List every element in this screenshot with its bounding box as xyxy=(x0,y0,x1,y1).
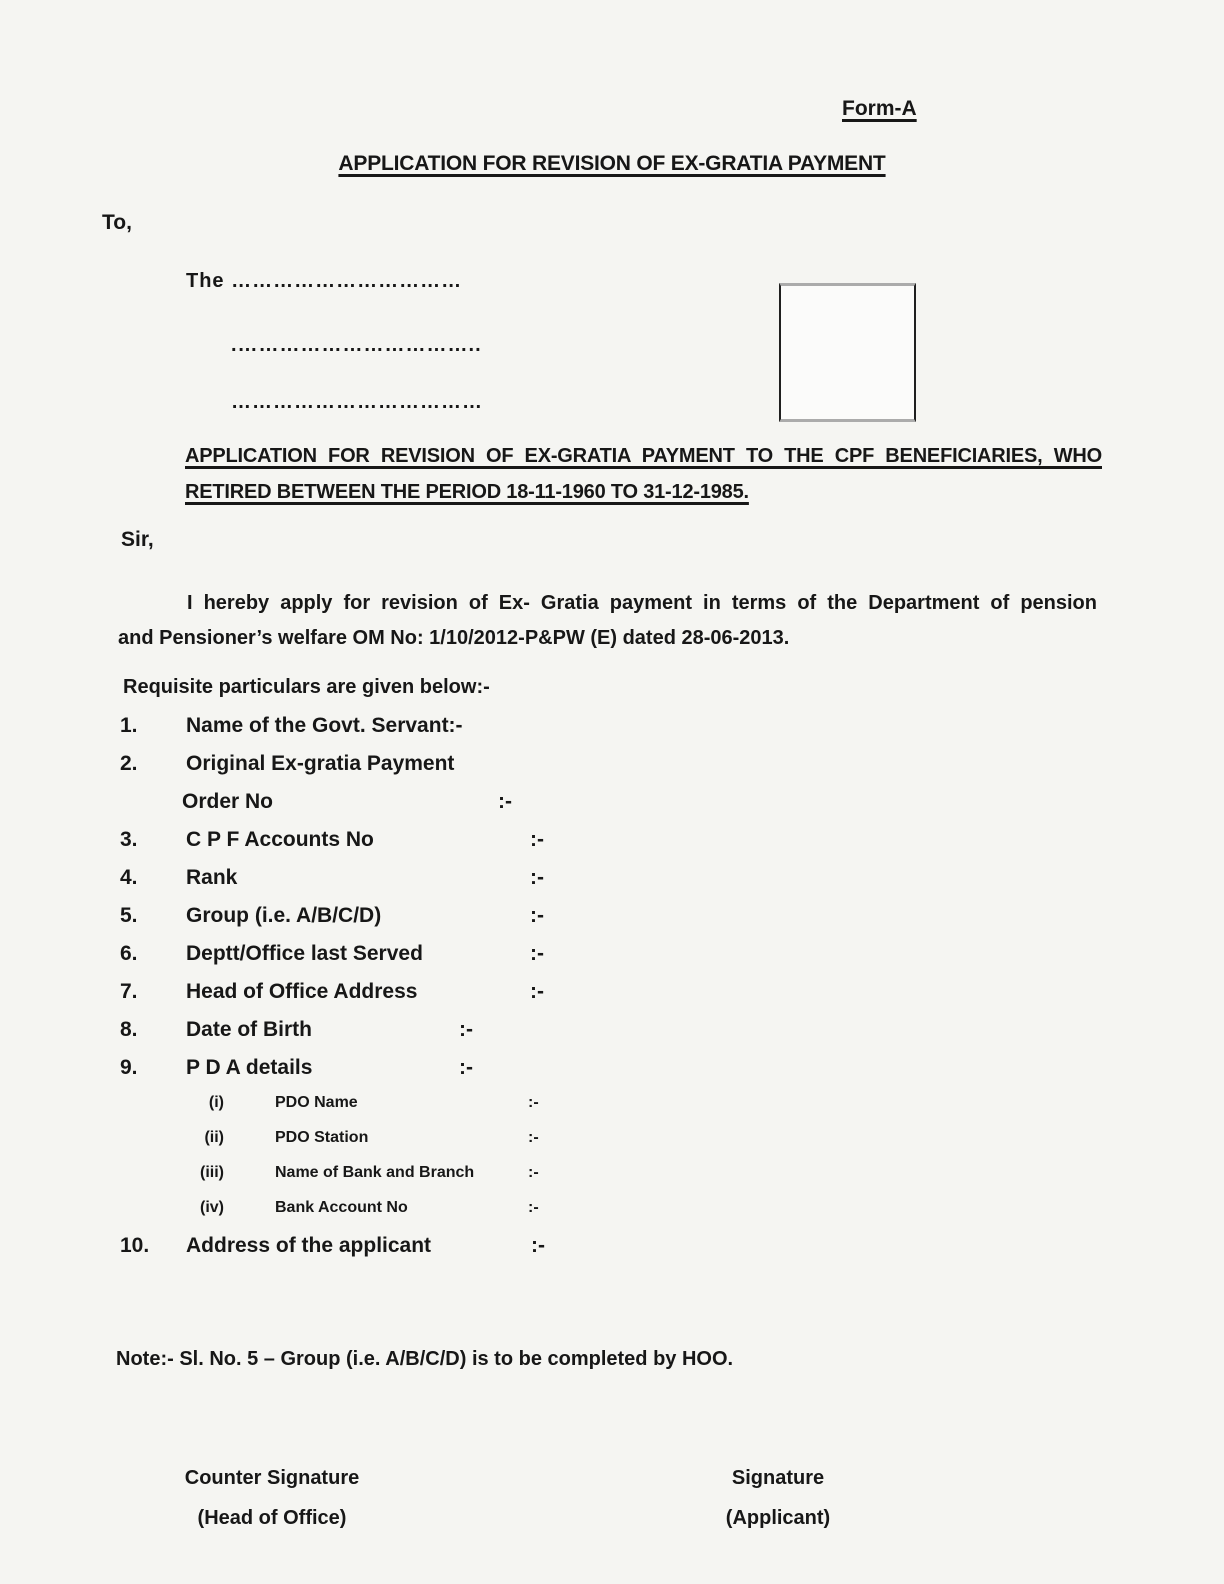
sub-row-label: PDO Station xyxy=(275,1129,369,1146)
row-colon: :- xyxy=(530,828,544,851)
list-row-1 xyxy=(120,714,1150,752)
particulars-heading: Requisite particulars are given below:- xyxy=(123,676,490,698)
body-line-1: I hereby apply for revision of Ex- Gratia payment in terms of the Department of pension xyxy=(187,592,1097,614)
applicant-label: (Applicant) xyxy=(725,1507,831,1529)
sub-row-number: (i) xyxy=(208,1094,224,1111)
list-row-7 xyxy=(120,980,1150,1018)
sub-row-label: PDO Name xyxy=(275,1094,358,1111)
sub-row-ii xyxy=(120,1129,1150,1164)
body-line-2: and Pensioner’s welfare OM No: 1/10/2012-P&PW (E) dated 28-06-2013. xyxy=(118,627,790,649)
to-label: To, xyxy=(102,211,132,234)
row-number: 7. xyxy=(120,980,138,1003)
addressee-line-2: .…………………………….. xyxy=(231,334,482,356)
sub-row-iv xyxy=(120,1199,1150,1234)
row-number: 5. xyxy=(120,904,138,927)
row-colon: :- xyxy=(459,1018,473,1041)
row-number: 1. xyxy=(120,714,138,737)
row-label: C P F Accounts No xyxy=(186,828,374,851)
signature-label: Signature xyxy=(731,1467,825,1489)
counter-signature-block xyxy=(142,1458,402,1538)
addressee-line-3: ……………………………… xyxy=(231,391,483,413)
list-row-6 xyxy=(120,942,1150,980)
row-label: Name of the Govt. Servant:- xyxy=(186,714,463,737)
sub-row-number: (iii) xyxy=(200,1164,224,1181)
row-colon: :- xyxy=(530,942,544,965)
sub-row-colon: :- xyxy=(528,1129,539,1146)
row-number: 9. xyxy=(120,1056,138,1079)
sub-row-colon: :- xyxy=(528,1094,539,1111)
list-row-4 xyxy=(120,866,1150,904)
list-row-10 xyxy=(120,1234,1150,1272)
sub-row-number: (iv) xyxy=(200,1199,224,1216)
row-label: Rank xyxy=(186,866,238,889)
row-colon: :- xyxy=(530,866,544,889)
sub-row-number: (ii) xyxy=(204,1129,224,1146)
particulars-list xyxy=(120,714,1150,1272)
row-colon: :- xyxy=(459,1056,473,1079)
row-number: 10. xyxy=(120,1234,150,1257)
sir-label: Sir, xyxy=(121,528,154,551)
note-text: Note:- Sl. No. 5 – Group (i.e. A/B/C/D) is to be completed by HOO. xyxy=(116,1348,734,1370)
row-label: Head of Office Address xyxy=(186,980,418,1003)
list-row-8 xyxy=(120,1018,1150,1056)
row-colon: :- xyxy=(498,790,512,813)
addressee-line-1: The …………………………… xyxy=(186,270,463,292)
list-row-3 xyxy=(120,828,1150,866)
row-number: 6. xyxy=(120,942,138,965)
row-colon: :- xyxy=(531,1234,545,1257)
row-number: 3. xyxy=(120,828,138,851)
row-colon: :- xyxy=(530,980,544,1003)
row-colon: :- xyxy=(530,904,544,927)
row-label: Date of Birth xyxy=(186,1018,312,1041)
body-paragraph xyxy=(118,586,1097,656)
row-label: Deptt/Office last Served xyxy=(186,942,423,965)
subject-paragraph xyxy=(185,438,1102,510)
subject-line-1: APPLICATION FOR REVISION OF EX-GRATIA PAYMENT TO THE CPF BENEFICIARIES, WHO xyxy=(185,445,1102,467)
row-number: 2. xyxy=(120,752,138,775)
page-title: APPLICATION FOR REVISION OF EX-GRATIA PAYMENT xyxy=(338,152,886,175)
row-number: 8. xyxy=(120,1018,138,1041)
form-label: Form-A xyxy=(842,97,917,120)
row-number: 4. xyxy=(120,866,138,889)
list-row-9 xyxy=(120,1056,1150,1094)
list-row-2-order-no xyxy=(120,790,1150,828)
row-label: Address of the applicant xyxy=(186,1234,432,1257)
list-row-5 xyxy=(120,904,1150,942)
list-row-2 xyxy=(120,752,1150,790)
row-label: Order No xyxy=(182,790,274,813)
row-label: Group (i.e. A/B/C/D) xyxy=(186,904,382,927)
head-of-office-label: (Head of Office) xyxy=(197,1507,347,1529)
counter-signature-label: Counter Signature xyxy=(184,1467,360,1489)
sub-row-label: Bank Account No xyxy=(275,1199,408,1216)
sub-row-colon: :- xyxy=(528,1164,539,1181)
row-label: Original Ex-gratia Payment xyxy=(186,752,455,775)
sub-row-colon: :- xyxy=(528,1199,539,1216)
row-label: P D A details xyxy=(186,1056,313,1079)
photo-box xyxy=(779,283,916,422)
sub-row-label: Name of Bank and Branch xyxy=(275,1164,475,1181)
sub-row-i xyxy=(120,1094,1150,1129)
signature-block xyxy=(648,1458,908,1538)
subject-line-2: RETIRED BETWEEN THE PERIOD 18-11-1960 TO 31-12-1985. xyxy=(185,481,749,503)
sub-row-iii xyxy=(120,1164,1150,1199)
